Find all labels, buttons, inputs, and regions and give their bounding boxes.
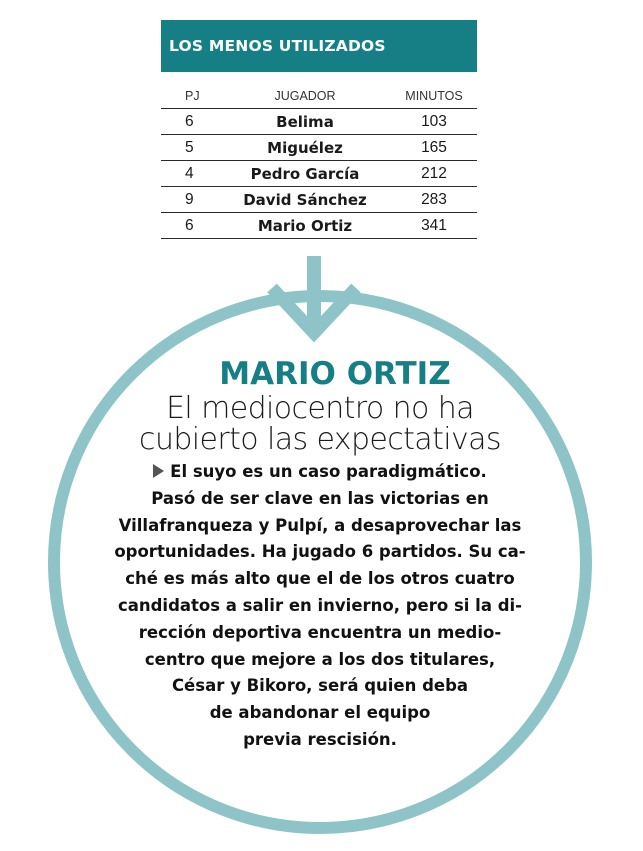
cell-player: David Sánchez [243,190,367,209]
cell-player: Miguélez [267,138,343,157]
cell-pj: 9 [185,190,194,208]
table-row [161,213,477,239]
cell-player: Belima [276,112,334,131]
cell-minutes: 212 [421,164,447,182]
down-arrow-icon [272,256,356,333]
table-header-bar [161,20,477,72]
body-line: El suyo es un caso paradigmático. [170,462,487,481]
table-title: LOS MENOS UTILIZADOS [169,37,386,55]
body-line: ché es más alto que el de los otros cuatro [125,569,515,589]
feature-headline [70,393,570,455]
body-line: rección deportiva encuentra un medio- [138,622,502,642]
table-header-row [161,84,477,109]
table-row [161,161,477,187]
body-line: oportunidades. Ha jugado 6 partidos. Su ca- [114,542,526,562]
body-line: previa rescisión. [243,729,397,749]
header-minutes: MINUTOS [405,89,463,103]
body-line: candidatos a salir en invierno, pero si la di- [117,595,523,615]
table-row [161,135,477,161]
feature-body [70,459,570,754]
header-pj: PJ [185,89,200,103]
cell-pj: 5 [185,138,194,156]
triangle-bullet-icon [153,464,164,478]
stats-table [161,84,477,239]
body-line: Villafranqueza y Pulpí, a desaprovechar las [118,515,522,535]
cell-minutes: 165 [421,138,447,156]
body-line-first [70,459,570,486]
cell-pj: 6 [185,112,194,130]
table-row [161,187,477,213]
cell-pj: 4 [185,164,194,182]
cell-player: Pedro García [250,164,360,183]
body-line: de abandonar el equipo [209,703,431,723]
cell-pj: 6 [185,216,194,234]
feature-box [70,355,570,754]
header-player: JUGADOR [274,89,336,103]
cell-minutes: 283 [421,190,447,208]
cell-minutes: 103 [421,112,447,130]
body-line: centro que mejore a los dos titulares, [144,649,496,669]
body-line: Pasó de ser clave en las victorias en [151,488,489,508]
table-row [161,109,477,135]
feature-name: MARIO ORTIZ [219,356,451,392]
cell-minutes: 341 [421,216,447,234]
headline-line: El mediocentro no ha [166,391,474,426]
cell-player: Mario Ortiz [257,216,353,235]
headline-line: cubierto las expectativas [139,422,501,457]
body-line: César y Bikoro, será quien deba [171,676,469,696]
